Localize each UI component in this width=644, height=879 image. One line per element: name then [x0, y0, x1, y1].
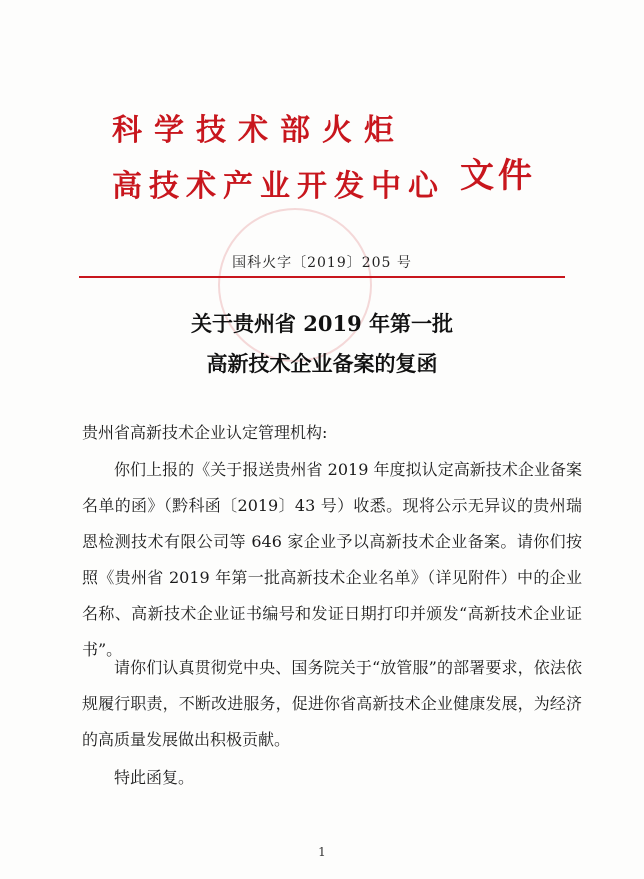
issuing-agency-line1: 科学技术部火炬: [112, 113, 406, 148]
body-paragraph-2: 请你们认真贯彻党中央、国务院关于“放管服”的部署要求，依法依规履行职责，不断改进服务，促进你省高新技术企业健康发展，为经济的高质量发展做出积极贡献。: [82, 658, 582, 749]
closing-remark: 特此函复。: [114, 768, 195, 787]
body-paragraph-1: 你们上报的《关于报送贵州省 2019 年度拟认定高新技术企业备案名单的函》（黔科函〔2019〕43 号）收悉。现将公示无异议的贵州瑞恩检测技术有限公司等 646 家企业予以高新技术企业备案。请你们按照《贵州省 2019 年第一批高新技术企业名单》（详见附件）中的企业名称、高新技术企业证书编号和发证日期打印并颁发“高新技术企业证书”。: [82, 460, 582, 659]
red-separator-line: [79, 276, 565, 278]
issuing-agency-line2: 高技术产业开发中心: [112, 169, 445, 204]
page-number: 1: [318, 845, 326, 859]
salutation: 贵州省高新技术企业认定管理机构:: [82, 423, 328, 442]
document-title-line2: 高新技术企业备案的复函: [206, 351, 438, 376]
document-title-line1: 关于贵州省 2019 年第一批: [190, 311, 454, 336]
issuing-agency: [112, 113, 445, 204]
official-seal-stamp: [218, 208, 372, 362]
document-type-label: 文件: [460, 156, 536, 196]
document-number: 国科火字〔2019〕205 号: [232, 255, 412, 271]
